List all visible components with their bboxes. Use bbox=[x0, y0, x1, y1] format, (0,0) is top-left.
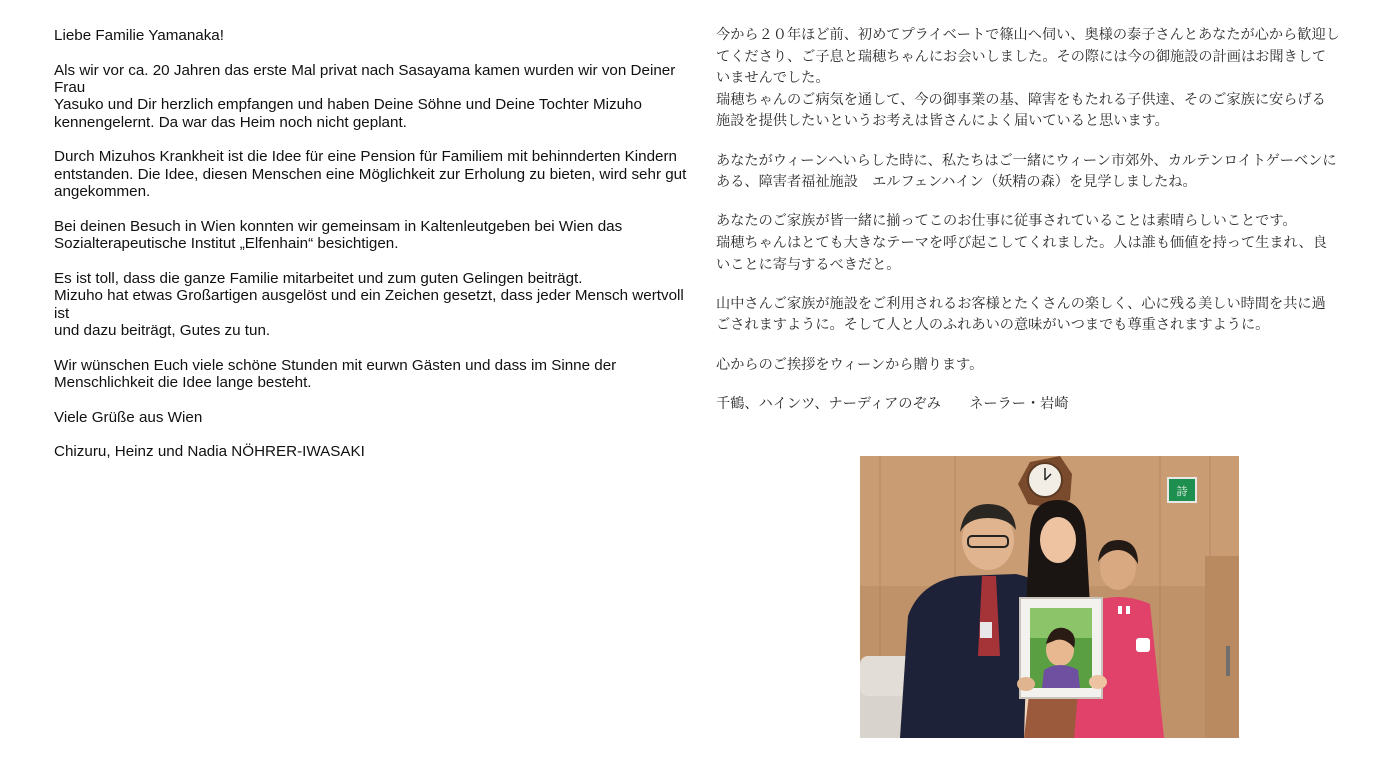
letter-paragraph: 心からのご挨拶をウィーンから贈ります。 bbox=[716, 356, 984, 373]
letter-paragraph: Durch Mizuhos Krankheit ist die Idee für eine Pension für Familiem mit behinnderten Kindern entstanden. Die Idee, diesen Menschen eine Möglichkeit zur Erholung zu bieten, wird sehr gut angekommen. bbox=[54, 148, 687, 201]
letter-paragraph: 今から２０年ほど前、初めてプライベートで篠山へ伺い、奥様の泰子さんとあなたが心から歓迎し てくださり、ご子息と瑞穂ちゃんにお会いしました。その際には今の御施設の計画はお聞きして いませんでした。 瑞穂ちゃんのご病気を通して、今の御事業の基、障害をもたれる子供達、そのご家族に安らげる 施設を提供したいというお考えは皆さんによく届いていると思います。 bbox=[716, 27, 1340, 130]
letter-paragraph: Wir wünschen Euch viele schöne Stunden mit eurwn Gästen und dass im Sinne der Menschlichkeit die Idee lange besteht. bbox=[54, 356, 617, 392]
japanese-letter bbox=[716, 25, 1376, 433]
exit-sign bbox=[1168, 478, 1196, 502]
letter-signature: Chizuru, Heinz und Nadia NÖHRER-IWASAKI bbox=[54, 443, 365, 461]
group-photo bbox=[860, 456, 1239, 738]
letter-closing: Viele Grüße aus Wien bbox=[54, 408, 203, 426]
letter-paragraph: Als wir vor ca. 20 Jahren das erste Mal privat nach Sasayama kamen wurden wir von Deiner Frau Yasuko und Dir herzlich empfangen und haben Deine Söhne und Deine Tochter Mizuho kennengelernt. Da war das Heim noch nicht geplant. bbox=[54, 61, 676, 131]
letter-paragraph: 山中さんご家族が施設をご利用されるお客様とたくさんの楽しく、心に残る美しい時間を共に過 ごされますように。そして人と人のふれあいの意味がいつまでも尊重されますように。 bbox=[716, 295, 1326, 334]
letter-signature: 千鶴、ハインツ、ナーディアのぞみ ネーラー・岩崎 bbox=[716, 395, 1069, 412]
letter-paragraph: Es ist toll, dass die ganze Familie mitarbeitet und zum guten Gelingen beiträgt. Mizuho hat etwas Großartigen ausgelöst und ein Zeichen gesetzt, dass jeder Mensch wertvoll ist und dazu beiträgt, Gutes zu tun. bbox=[54, 269, 684, 340]
letter-greeting: Liebe Familie Yamanaka! bbox=[54, 27, 224, 44]
letter-paragraph: あなたがウィーンへいらした時に、私たちはご一緒にウィーン市郊外、カルテンロイトゲーベンに ある、障害者福祉施設 エルフェンハイン（妖精の森）を見学しましたね。 bbox=[716, 152, 1337, 191]
letter-paragraph: Bei deinen Besuch in Wien konnten wir gemeinsam in Kaltenleutgeben bei Wien das Sozialterapeutische Institut „Elfenhain“ besichtigen. bbox=[54, 217, 623, 253]
sign-text: 詩 bbox=[1176, 485, 1188, 498]
letter-paragraph: あなたのご家族が皆一緒に揃ってこのお仕事に従事されていることは素晴らしいことです。 瑞穂ちゃんはとても大きなテーマを呼び起こしてくれました。人は誰も価値を持って生まれ、良 いことに寄与するべきだと。 bbox=[716, 213, 1327, 273]
german-letter bbox=[54, 27, 694, 478]
